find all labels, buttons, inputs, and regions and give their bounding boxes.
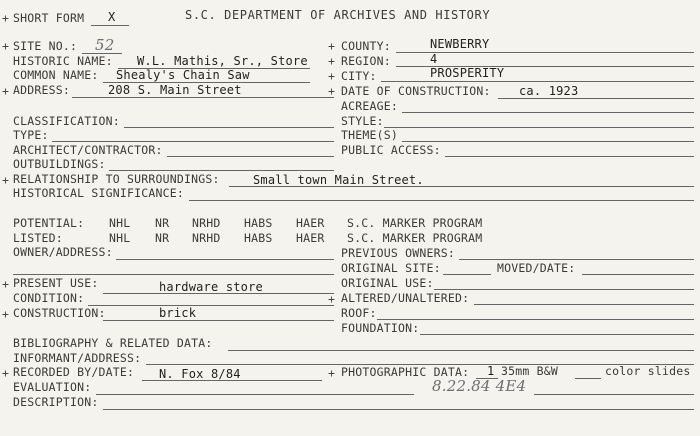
city-line	[381, 81, 694, 82]
relationship-line	[229, 186, 694, 187]
themes-line	[402, 141, 694, 142]
original-site-line	[443, 274, 491, 275]
style-label: STYLE:	[341, 114, 384, 128]
plus-mark: +	[328, 292, 336, 306]
photographic-data-bw: 35mm B&W	[501, 364, 558, 378]
present-use-label: PRESENT USE:	[13, 276, 99, 290]
relationship-value: Small town Main Street.	[253, 173, 424, 187]
type-label: TYPE:	[13, 128, 49, 142]
listed-nr: NR	[155, 231, 170, 245]
common-name-label: COMMON NAME:	[13, 68, 99, 82]
construction-line	[103, 320, 334, 321]
foundation-label: FOUNDATION:	[341, 321, 420, 335]
outbuildings-line	[109, 170, 334, 171]
address-value: 208 S. Main Street	[108, 83, 242, 97]
previous-owners-label: PREVIOUS OWNERS:	[341, 246, 455, 260]
evaluation-line	[96, 394, 414, 395]
recorded-by-label: RECORDED BY/DATE:	[13, 365, 135, 379]
potential-habs: HABS	[244, 216, 273, 230]
plus-mark: +	[328, 366, 336, 380]
moved-date-line	[582, 274, 694, 275]
potential-nr: NR	[155, 216, 170, 230]
potential-marker-program: S.C. MARKER PROGRAM	[347, 216, 483, 230]
address-line	[72, 97, 334, 98]
photographic-data-count: 1	[487, 364, 495, 378]
classification-line	[124, 127, 334, 128]
listed-nrhd: NRHD	[192, 231, 221, 245]
bibliography-line	[228, 350, 694, 351]
county-value: NEWBERRY	[430, 37, 490, 51]
altered-line	[474, 304, 694, 305]
site-no-value: 52	[95, 36, 115, 54]
plus-mark: +	[328, 84, 336, 98]
listed-nhl: NHL	[109, 231, 131, 245]
photographic-data-color: color slides	[605, 364, 691, 378]
region-value: 4	[430, 52, 438, 66]
recorded-by-line	[142, 380, 322, 381]
architect-line	[167, 156, 334, 157]
altered-label: ALTERED/UNALTERED:	[341, 291, 470, 305]
acreage-label: ACREAGE:	[341, 99, 398, 113]
short-form-value: X	[108, 10, 116, 24]
plus-mark: +	[2, 11, 10, 25]
date-of-construction-value: ca. 1923	[519, 84, 579, 98]
bibliography-label: BIBLIOGRAPHY & RELATED DATA:	[13, 336, 213, 350]
present-use-line	[103, 293, 334, 294]
short-form-line	[91, 25, 129, 26]
original-use-label: ORIGINAL USE:	[341, 276, 434, 290]
city-value: PROSPERITY	[430, 66, 505, 80]
description-line	[103, 409, 694, 410]
owner-line-2	[13, 274, 334, 275]
present-use-value: hardware store	[159, 280, 263, 294]
photographic-handwritten-note: 8.22.84 4E4	[432, 377, 527, 395]
public-access-line	[445, 156, 694, 157]
region-label: REGION:	[341, 54, 391, 68]
informant-label: INFORMANT/ADDRESS:	[13, 351, 142, 365]
date-line	[498, 98, 694, 99]
potential-nrhd: NRHD	[192, 216, 221, 230]
roof-label: ROOF:	[341, 306, 377, 320]
original-site-label: ORIGINAL SITE:	[341, 261, 441, 275]
photographic-data-label: PHOTOGRAPHIC DATA:	[341, 365, 470, 379]
outbuildings-label: OUTBUILDINGS:	[13, 157, 106, 171]
historic-name-value: W.L. Mathis, Sr., Store	[137, 54, 308, 68]
previous-owners-line	[459, 259, 694, 260]
plus-mark: +	[2, 84, 10, 98]
construction-value: brick	[159, 306, 197, 320]
site-no-label: SITE NO.:	[13, 39, 78, 53]
short-form-label: SHORT FORM	[13, 11, 85, 25]
county-line	[396, 52, 694, 53]
photo-color-line	[575, 378, 601, 379]
listed-label: LISTED:	[13, 231, 63, 245]
plus-mark: +	[2, 277, 10, 291]
style-line	[384, 127, 694, 128]
address-label: ADDRESS:	[13, 83, 70, 97]
roof-line	[377, 319, 694, 320]
recorded-by-value: N. Fox 8/84	[159, 367, 241, 381]
plus-mark: +	[328, 69, 336, 83]
potential-label: POTENTIAL:	[13, 216, 85, 230]
owner-line	[116, 259, 334, 260]
potential-haer: HAER	[296, 216, 325, 230]
significance-line	[189, 200, 694, 201]
evaluation-line-2	[534, 394, 694, 395]
moved-date-label: MOVED/DATE:	[497, 261, 576, 275]
type-line	[52, 141, 334, 142]
condition-line	[88, 305, 334, 306]
construction-label: CONSTRUCTION:	[13, 306, 106, 320]
original-use-line	[434, 289, 694, 290]
description-label: DESCRIPTION:	[13, 395, 99, 409]
relationship-label: RELATIONSHIP TO SURROUNDINGS:	[13, 172, 220, 186]
listed-habs: HABS	[244, 231, 273, 245]
plus-mark: +	[2, 173, 10, 187]
condition-label: CONDITION:	[13, 291, 85, 305]
evaluation-label: EVALUATION:	[13, 380, 92, 394]
owner-label: OWNER/ADDRESS:	[13, 245, 113, 259]
acreage-line	[402, 112, 694, 113]
listed-haer: HAER	[296, 231, 325, 245]
foundation-line	[420, 334, 694, 335]
plus-mark: +	[328, 54, 336, 68]
common-name-value: Shealy's Chain Saw	[116, 68, 250, 82]
plus-mark: +	[2, 39, 10, 53]
plus-mark: +	[328, 39, 336, 53]
plus-mark: +	[2, 307, 10, 321]
classification-label: CLASSIFICATION:	[13, 114, 120, 128]
significance-label: HISTORICAL SIGNIFICANCE:	[13, 186, 184, 200]
potential-nhl: NHL	[109, 216, 131, 230]
plus-mark: +	[2, 366, 10, 380]
county-label: COUNTY:	[341, 39, 391, 53]
themes-label: THEME(S)	[341, 128, 398, 142]
public-access-label: PUBLIC ACCESS:	[341, 143, 441, 157]
city-label: CITY:	[341, 69, 377, 83]
historic-name-label: HISTORIC NAME:	[13, 54, 113, 68]
date-of-construction-label: DATE OF CONSTRUCTION:	[341, 84, 491, 98]
listed-marker-program: S.C. MARKER PROGRAM	[347, 231, 483, 245]
architect-label: ARCHITECT/CONTRACTOR:	[13, 143, 163, 157]
department-title: S.C. DEPARTMENT OF ARCHIVES AND HISTORY	[185, 8, 491, 22]
